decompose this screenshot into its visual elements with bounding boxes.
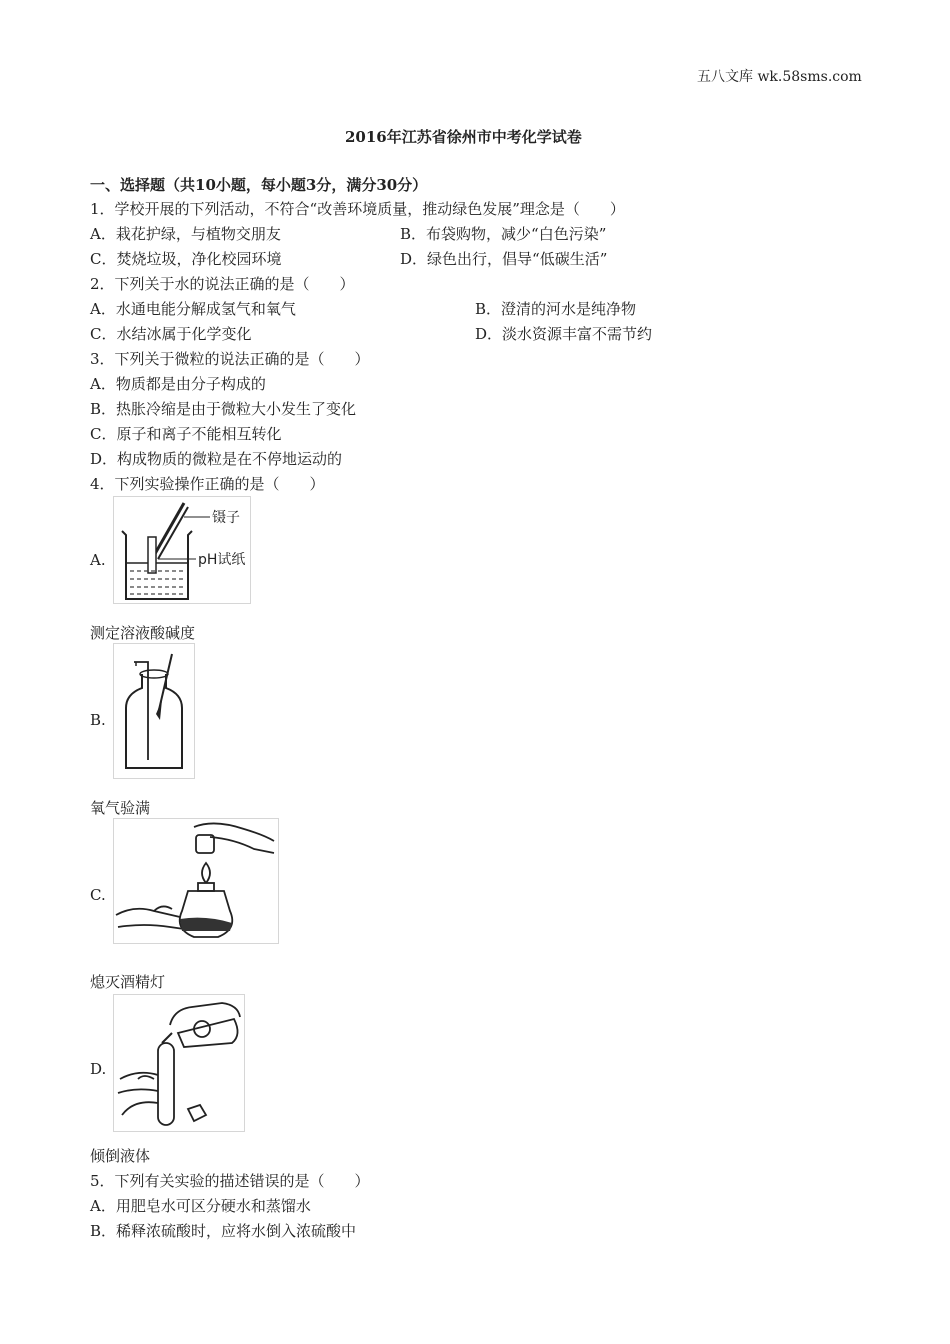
q1-option-b: B．布袋购物，减少“白色污染”: [400, 225, 607, 243]
ph-test-figure: [113, 496, 251, 604]
ph-paper: [148, 537, 156, 573]
q4-option-c-letter: C.: [90, 886, 106, 904]
q3-option-b: B．热胀冷缩是由于微粒大小发生了变化: [90, 400, 357, 418]
q5-option-b: B．稀释浓硫酸时，应将水倒入浓硫酸中: [90, 1222, 357, 1240]
q2-option-d: D．淡水资源丰富不需节约: [475, 325, 653, 343]
beaker-outline: [122, 531, 192, 599]
q3-stem: 3．下列关于微粒的说法正确的是（ ）: [90, 350, 370, 368]
q1-stem: 1．学校开展的下列活动，不符合“改善环境质量，推动绿色发展”理念是（ ）: [90, 200, 625, 218]
q2-option-c: C．水结冰属于化学变化: [90, 325, 252, 343]
q2-option-a: A．水通电能分解成氢气和氧气: [90, 300, 296, 318]
gas-bottle: [126, 674, 182, 768]
q4-option-d-letter: D.: [90, 1060, 107, 1078]
section-heading: 一、选择题（共10小题，每小题3分，满分30分）: [90, 176, 428, 194]
flame: [202, 863, 210, 883]
q5-option-a: A．用肥皂水可区分硬水和蒸馏水: [90, 1197, 311, 1215]
q4-option-b-caption: 氧气验满: [90, 799, 151, 817]
q4-option-a-letter: A.: [90, 551, 106, 569]
test-tube: [158, 1043, 174, 1125]
q4-option-d-caption: 倾倒液体: [90, 1147, 151, 1165]
pour-liquid-figure: [113, 994, 245, 1132]
q3-option-a: A．物质都是由分子构成的: [90, 375, 266, 393]
hand-left: [116, 909, 180, 917]
q1-option-c: C．焚烧垃圾，净化校园环境: [90, 250, 282, 268]
page-title: 2016年江苏省徐州市中考化学试卷: [345, 128, 582, 146]
tweezers-label: 镊子: [212, 510, 240, 526]
alcohol-lamp-figure: [113, 818, 279, 944]
bottle-stopper: [188, 1105, 206, 1121]
q2-option-b: B．澄清的河水是纯净物: [475, 300, 637, 318]
ph-paper-label: pH试纸: [198, 552, 246, 568]
q5-stem: 5．下列有关实验的描述错误的是（ ）: [90, 1172, 370, 1190]
q4-option-c-caption: 熄灭酒精灯: [90, 973, 166, 991]
q2-stem: 2．下列关于水的说法正确的是（ ）: [90, 275, 355, 293]
q3-option-c: C．原子和离子不能相互转化: [90, 425, 282, 443]
q4-stem: 4．下列实验操作正确的是（ ）: [90, 475, 325, 493]
oxygen-check-figure: [113, 643, 195, 779]
q4-option-b-letter: B.: [90, 711, 106, 729]
q3-option-d: D．构成物质的微粒是在不停地运动的: [90, 450, 343, 468]
q1-option-d: D．绿色出行，倡导“低碳生活”: [400, 250, 608, 268]
header-watermark: 五八文库 wk.58sms.com: [697, 69, 862, 85]
q1-option-a: A．栽花护绿，与植物交朋友: [90, 225, 281, 243]
hand-top: [194, 823, 274, 841]
tweezers: [152, 503, 184, 559]
q4-option-a-caption: 测定溶液酸碱度: [90, 624, 196, 642]
